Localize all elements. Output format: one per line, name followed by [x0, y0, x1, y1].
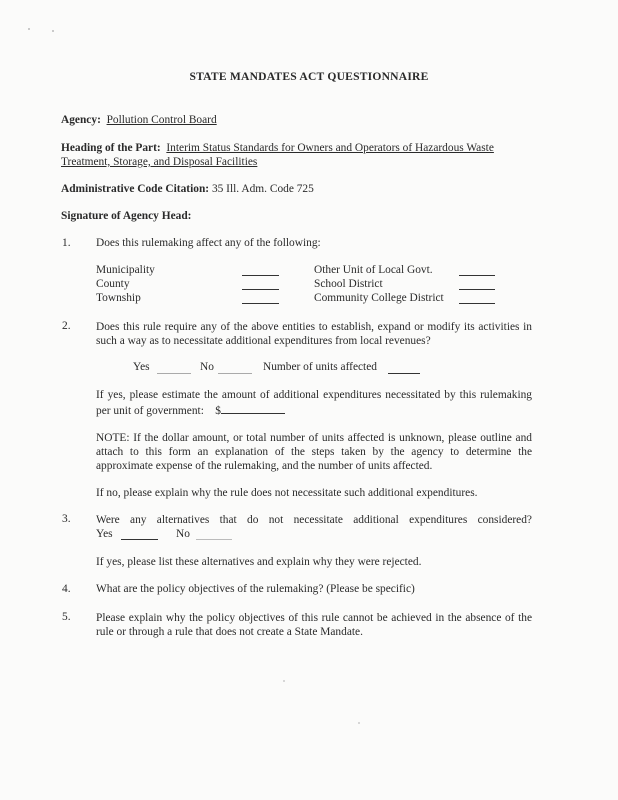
q3-yes-label: Yes	[96, 528, 113, 540]
q3-if-yes: If yes, please list these alternatives and explain why they were rejected.	[96, 556, 422, 568]
q1-option-county: County	[96, 278, 130, 290]
township-blank[interactable]	[242, 290, 279, 304]
q4-number: 4.	[62, 583, 71, 595]
q2-if-yes: If yes, please estimate the amount of additional expenditures necessitated by this rulemaking per unit of government:	[96, 389, 532, 417]
q2-units-blank[interactable]	[388, 360, 420, 374]
agency-line	[61, 114, 217, 126]
q2-number: 2.	[62, 320, 71, 332]
q3-no-blank[interactable]	[196, 526, 232, 540]
q2-no-blank[interactable]	[218, 360, 252, 374]
form-title: STATE MANDATES ACT QUESTIONNAIRE	[189, 70, 429, 83]
county-blank[interactable]	[242, 276, 279, 290]
q2-units-label: Number of units affected	[263, 361, 377, 373]
q1-option-township: Township	[96, 292, 141, 304]
q3-text: Were any alternatives that do not necessitate additional expenditures considered?	[96, 514, 532, 526]
q1-number: 1.	[62, 237, 71, 249]
signature-line	[61, 210, 191, 222]
scan-speck	[52, 30, 54, 32]
scan-speck	[358, 722, 360, 724]
community-college-blank[interactable]	[459, 290, 495, 304]
signature-label: Signature of Agency Head:	[61, 210, 192, 222]
q2-yes-blank[interactable]	[157, 360, 191, 374]
q1-text: Does this rulemaking affect any of the following:	[96, 237, 321, 249]
q4-text: What are the policy objectives of the rulemaking? (Please be specific)	[96, 583, 415, 595]
heading-label: Heading of the Part:	[61, 142, 161, 154]
q2-if-yes-text	[96, 388, 532, 418]
scan-speck	[283, 680, 285, 682]
citation-label: Administrative Code Citation:	[61, 183, 210, 195]
citation-line	[61, 183, 314, 195]
agency-label: Agency:	[61, 114, 101, 126]
q3-yes-blank[interactable]	[121, 526, 158, 540]
school-district-blank[interactable]	[459, 276, 495, 290]
heading-value: Interim Status Standards for Owners and Operators of Hazardous Waste Treatment, Storage, and Disposal Facilities	[61, 142, 494, 168]
q1-option-other-unit: Other Unit of Local Govt.	[314, 264, 433, 276]
q5-number: 5.	[62, 611, 71, 623]
q2-no-label: No	[200, 361, 214, 373]
scan-speck	[28, 28, 30, 30]
q2-note: NOTE: If the dollar amount, or total number of units affected is unknown, please outline and attach to this form an explanation of the steps taken by the agency to determine the approximate expense of the rulemaking, and the number of units affected.	[96, 432, 532, 472]
q1-option-community-college: Community College District	[314, 292, 444, 304]
municipality-blank[interactable]	[242, 262, 279, 276]
q2-dollar-sign: $	[215, 405, 221, 417]
q3-number: 3.	[62, 513, 71, 525]
q1-option-school-district: School District	[314, 278, 383, 290]
q5-text: Please explain why the policy objectives of this rule cannot be achieved in the absence of the rule or through a rule that does not create a State Mandate.	[96, 612, 532, 638]
q1-option-municipality: Municipality	[96, 264, 155, 276]
q2-dollar-blank[interactable]	[221, 402, 285, 414]
q3-no-label: No	[176, 528, 190, 540]
q2-if-no: If no, please explain why the rule does not necessitate such additional expenditures.	[96, 487, 478, 499]
agency-value: Pollution Control Board	[106, 114, 217, 126]
heading-line	[61, 141, 533, 169]
other-unit-blank[interactable]	[459, 262, 495, 276]
q2-text: Does this rule require any of the above entities to establish, expand or modify its activities in such a way as to necessitate additional expenditures from local revenues?	[96, 321, 532, 347]
q2-yes-label: Yes	[133, 361, 150, 373]
citation-value: 35 Ill. Adm. Code 725	[211, 183, 314, 195]
